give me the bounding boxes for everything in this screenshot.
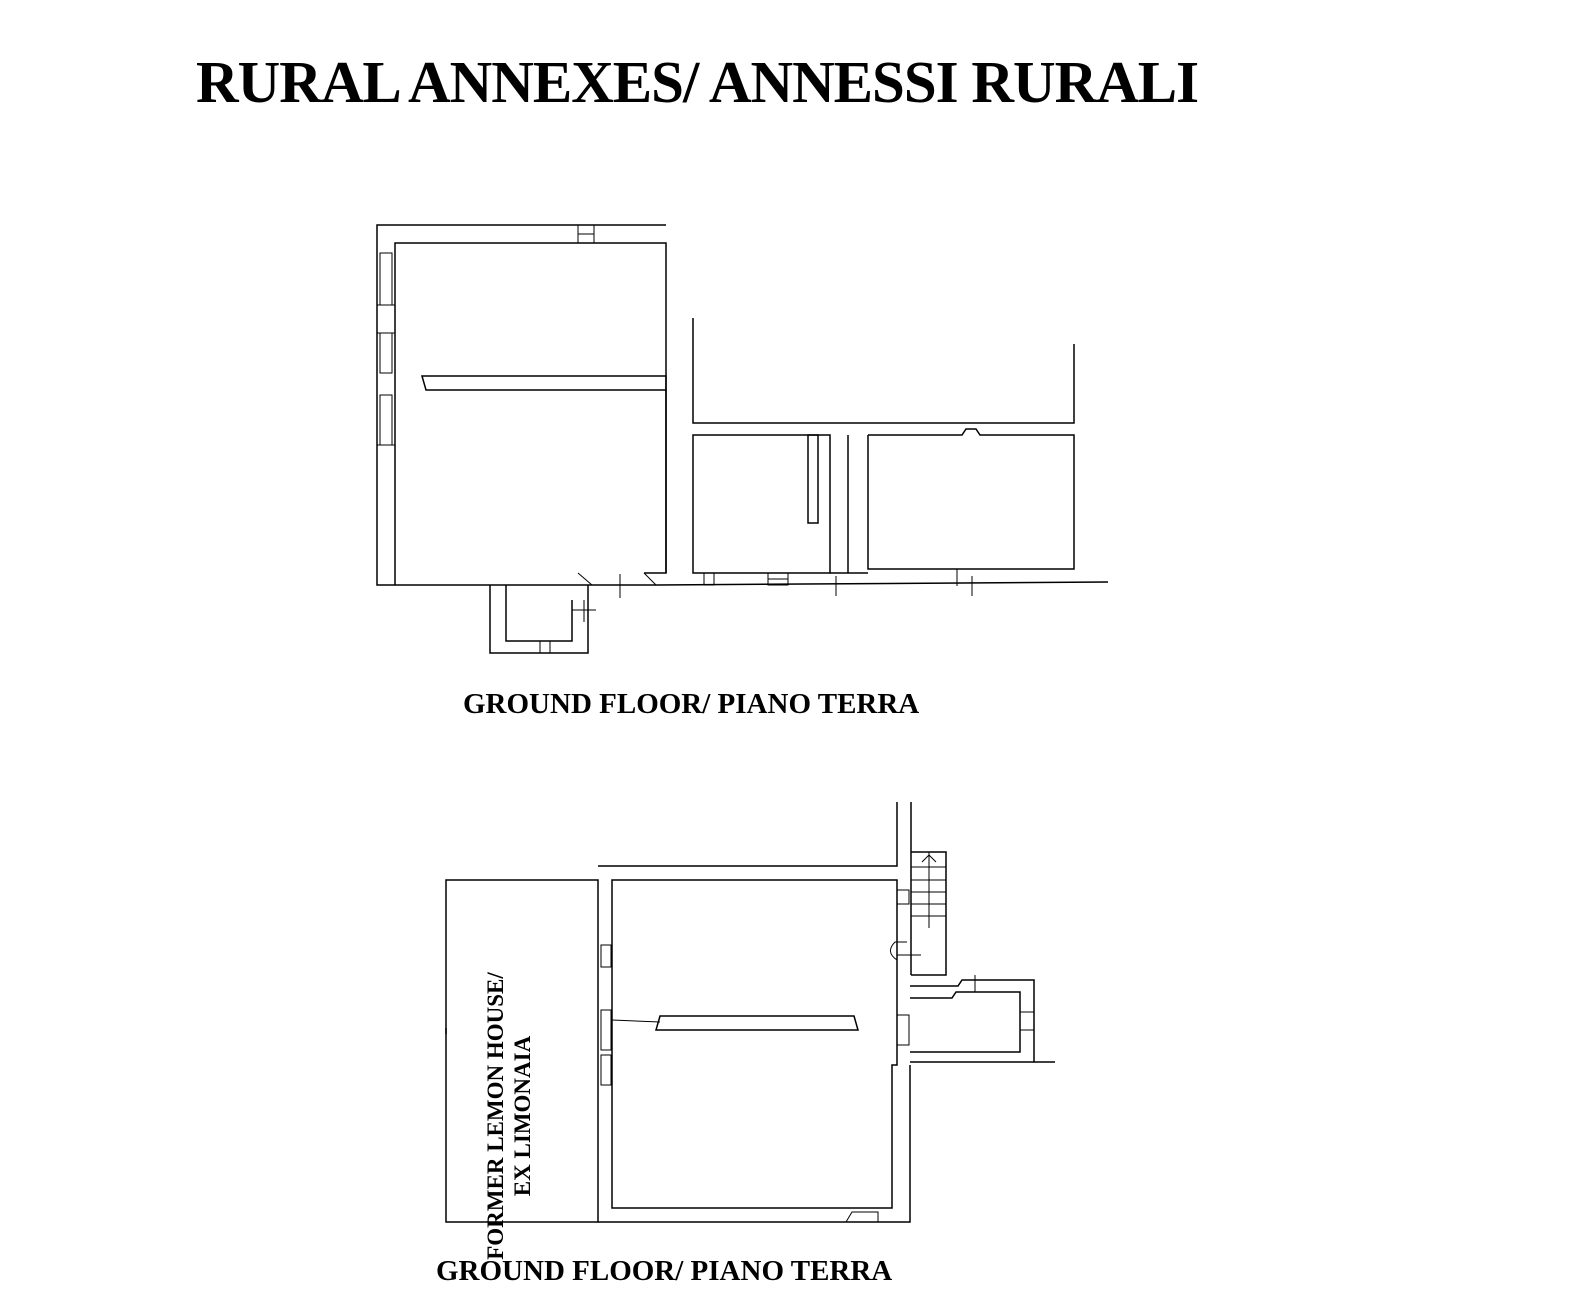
ground-floor-caption-1: GROUND FLOOR/ PIANO TERRA [463,688,920,720]
lower-main-building [598,802,921,1222]
lower-east-annex [910,975,1055,1062]
lemon-house-label-line1: FORMER LEMON HOUSE/ [483,972,508,1260]
lemon-house-label-line2: EX LIMONAIA [510,1035,535,1197]
lower-stairs [911,852,946,975]
lemon-house-label [482,961,536,1271]
page-title: RURAL ANNEXES/ ANNESSI RURALI [196,49,1199,115]
ground-floor-caption-2: GROUND FLOOR/ PIANO TERRA [436,1255,893,1287]
